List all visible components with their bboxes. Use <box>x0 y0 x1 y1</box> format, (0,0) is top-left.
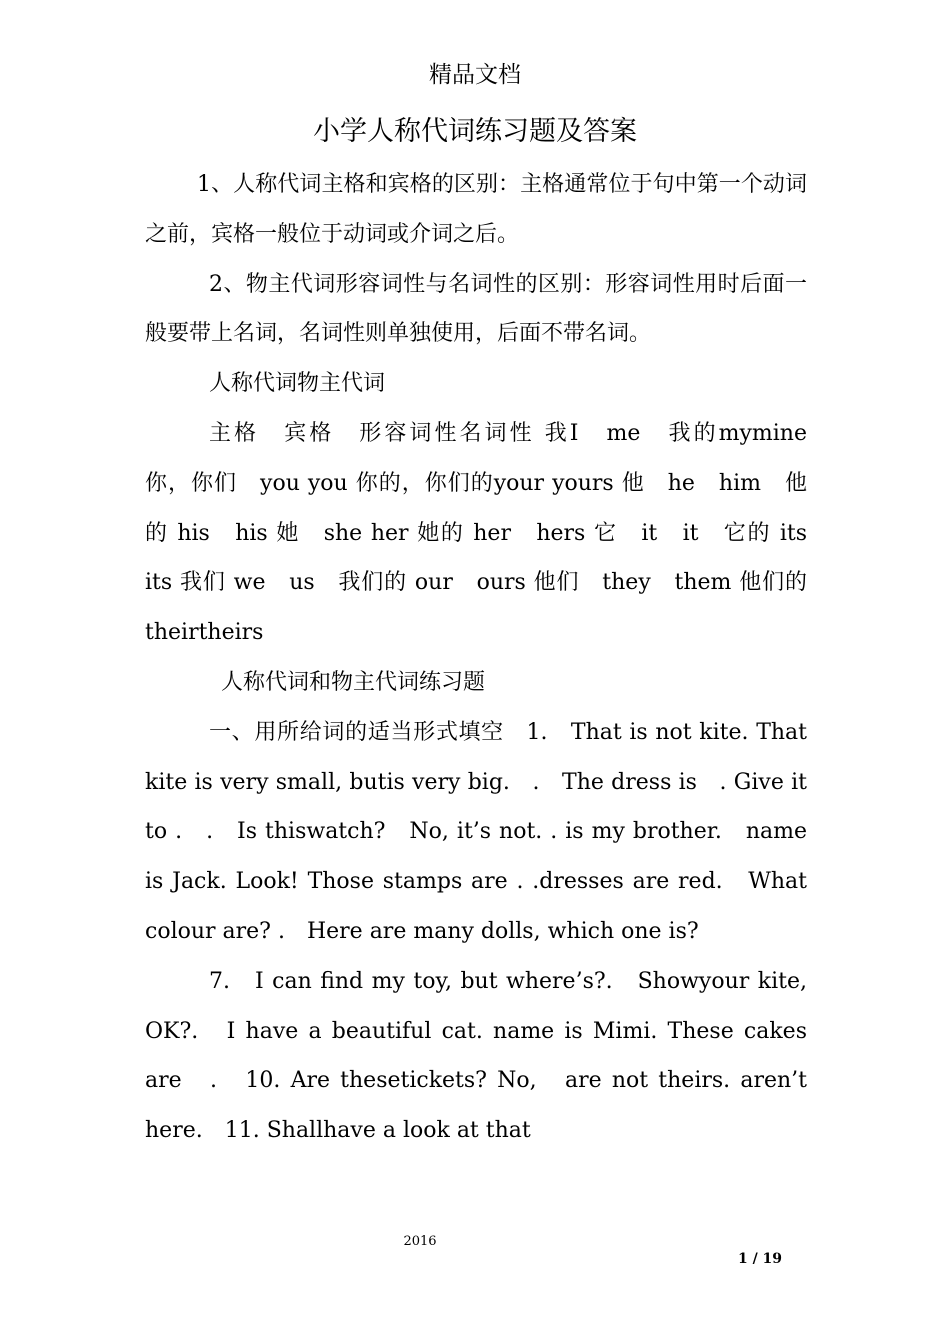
exercise-paragraph-2: 7. I can find my toy, but where’s?. Showyour kite, OK?. I have a beautiful cat. name is Mimi. These cakes are . 10. Are thesetickets? No, are not theirs. aren’t here. 11. Shallhave a look at that <box>145 968 807 1144</box>
document-body <box>145 160 830 1156</box>
footer-year: 2016 <box>403 1234 437 1249</box>
exercise-paragraph-1: 一、用所给词的适当形式填空 1. That is not kite. That kite is very small, butis very big. . The dress is . Give it to . . Is thiswatch? No, it’s not. . is my brother. name is Jack. Look! Those stamps are . .dresses are red. What colour are? . Here are many dolls, which one is? <box>145 719 807 944</box>
page-number: 1 / 19 <box>737 1251 783 1267</box>
pronoun-table-paragraph: 主格 宾格 形容词性名词性 我I me 我的mymine 你，你们 you you 你的，你们的your yours 他 he him 他的 his his 她 she her 她的 her hers 它 it it 它的 its its 我们 we us 我们的 our ours 他们 they them 他们的 theirtheirs <box>145 420 830 646</box>
section-heading-pronouns: 人称代词物主代词 <box>209 371 386 397</box>
document-title: 小学人称代词练习题及答案 <box>313 116 637 147</box>
page-header: 精品文档 <box>429 62 521 88</box>
section-heading-exercises: 人称代词和物主代词练习题 <box>221 669 486 695</box>
paragraph-2: 2、物主代词形容词性与名词性的区别：形容词性用时后面一般要带上名词，名词性则单独使用，后面不带名词。 <box>145 271 807 347</box>
paragraph-1: 1、人称代词主格和宾格的区别：主格通常位于句中第一个动词之前，宾格一般位于动词或介词之后。 <box>145 172 807 247</box>
